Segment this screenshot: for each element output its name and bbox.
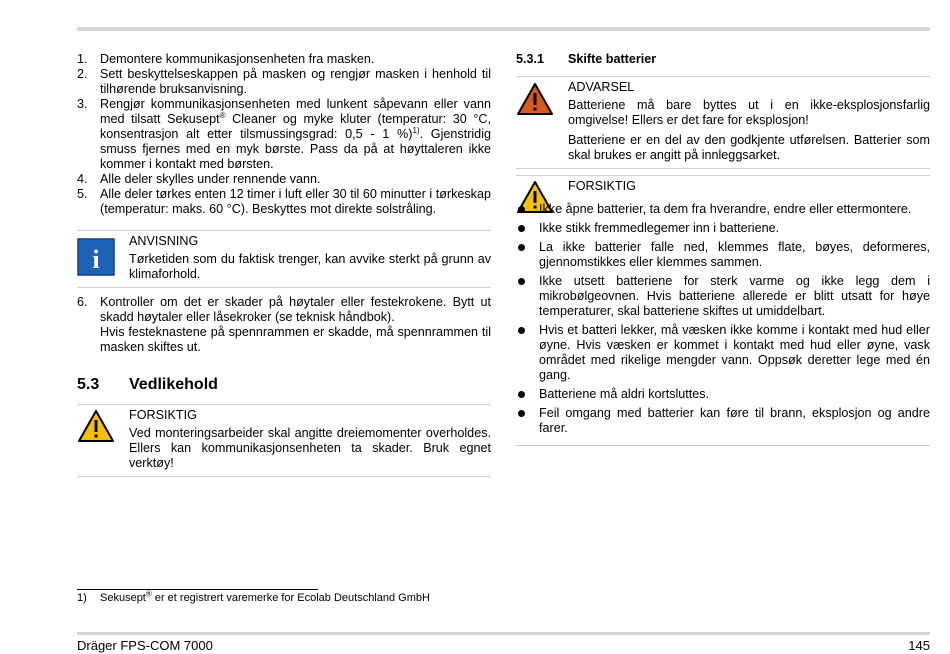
list-item: Ikke åpne batterier, ta dem fra hverandre, endre eller ettermontere. — [516, 202, 930, 217]
warning-title: ADVARSEL — [568, 80, 635, 94]
warning-box — [516, 76, 930, 169]
footnote-rule — [77, 589, 318, 590]
step-4: 4. Alle deler skylles under rennende vann. — [77, 172, 321, 186]
info-icon — [77, 238, 115, 280]
svg-text:i: i — [92, 245, 100, 274]
step-2: 2. Sett beskyttelseskappen på masken og rengjør masken i henhold til tilhørende bruksanvisning. — [77, 67, 491, 96]
section-heading: 5.3 Vedlikehold — [77, 376, 218, 393]
right-column — [516, 52, 930, 446]
step-6: 6. Kontroller om det er skader på høytaler eller festekrokene. Bytt ut skadd høytaler eller låsekroker (se teknisk håndbok). Hvis festeknastene på spennrammen er skadde, må spennrammen til masken skiftes ut. — [77, 295, 491, 354]
list-item: Ikke utsett batteriene for sterk varme og ikke legg dem i mikrobølgeovnen. Hvis batteriene allerede er blitt utsatt for høye temperaturer, skal batteriene skiftes ut umiddelbart. — [516, 274, 930, 319]
step-3: 3. Rengjør kommunikasjonsenheten med lunkent såpevann eller vann med tilsatt Sekusept® Cleaner og myke kluter (temperatur: 30 °C, konsentrasjon alt etter tilsmussingsgrad: 0,5 - 1 %)$^{1)}$. Gjenstridig smuss fjernes med en myk børste. Pass da på at høyttaleren ikke kommer i kontakt med børsten. — [77, 97, 491, 171]
caution-title: FORSIKTIG — [568, 179, 636, 193]
footer-product-name: Dräger FPS-COM 7000 — [77, 638, 213, 653]
step-5: 5. Alle deler tørkes enten 12 timer i luft eller 30 til 60 minutter i tørkeskap (temperatur: maks. 60 °C). Beskyttes mot direkte solstråling. — [77, 187, 491, 216]
footnote: 1) Sekusept® er et registrert varemerke for Ecolab Deutschland GmbH — [77, 589, 430, 604]
warning-icon — [516, 82, 554, 120]
warning-text-1: Batteriene må bare byttes ut i en ikke-eksplosjonsfarlig omgivelse! Ellers er det fare for eksplosjon! — [568, 98, 930, 127]
cleaning-steps-continued — [77, 295, 491, 355]
list-item: Hvis et batteri lekker, må væsken ikke komme i kontakt med hud eller øyne. Hvis væsken er kommet i kontakt med hud eller øyne, vask området med rikelige mengder vann. Oppsøk deretter lege med én gang. — [516, 323, 930, 383]
warning-text-2: Batteriene er en del av den godkjente utførelsen. Batterier som skal brukes er angitt på innleggsarket. — [568, 133, 930, 162]
list-item: Ikke stikk fremmedlegemer inn i batteriene. — [516, 221, 930, 236]
caution-box-maintenance — [77, 404, 491, 477]
battery-caution-list — [516, 202, 930, 436]
bottom-rule — [77, 632, 930, 635]
list-item: La ikke batterier falle ned, klemmes flate, bøyes, deformeres, gjennomstikkes eller klemmes sammen. — [516, 240, 930, 270]
caution-text: Ved monteringsarbeider skal angitte dreiemomenter overholdes. Ellers kan kommunikasjonsenheten ta skader. Bruk egnet verktøy! — [129, 426, 491, 470]
cleaning-steps — [77, 52, 491, 217]
step-1: 1. Demontere kommunikasjonsenheten fra masken. — [77, 52, 375, 66]
notice-title: ANVISNING — [129, 234, 199, 248]
top-rule — [77, 27, 930, 31]
notice-box — [77, 230, 491, 288]
left-column — [77, 52, 491, 477]
page-number: 145 — [908, 638, 930, 653]
list-item: Batteriene må aldri kortsluttes. — [516, 387, 930, 402]
list-item: Feil omgang med batterier kan føre til brann, eksplosjon og andre farer. — [516, 406, 930, 436]
caution-title: FORSIKTIG — [129, 408, 197, 422]
subsection-heading: 5.3.1 Skifte batterier — [516, 52, 657, 66]
notice-text: Tørketiden som du faktisk trenger, kan avvike sterkt på grunn av klimaforhold. — [129, 252, 491, 281]
caution-box-batteries — [516, 175, 930, 446]
caution-icon — [77, 409, 115, 447]
